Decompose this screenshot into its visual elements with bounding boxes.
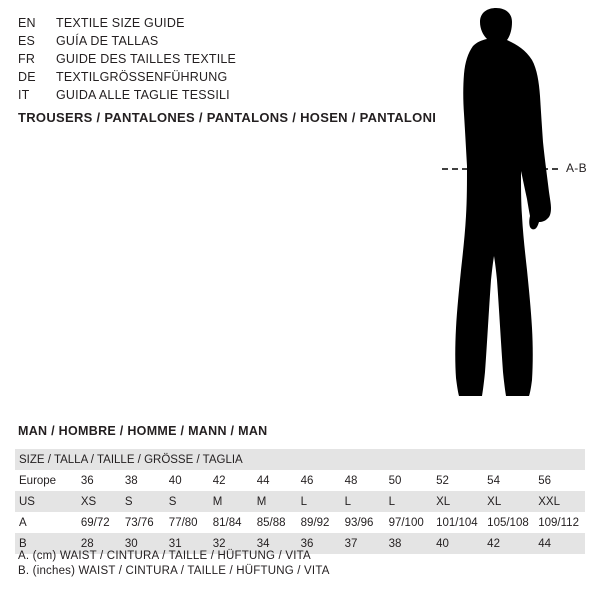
row-label: US bbox=[15, 491, 77, 512]
table-cell: 93/96 bbox=[344, 516, 374, 529]
table-cell: 40 bbox=[432, 533, 483, 554]
table-cell: 69/72 bbox=[80, 516, 110, 529]
table-cell: 77/80 bbox=[168, 516, 198, 529]
section-title: TROUSERS / PANTALONES / PANTALONS / HOSEN / PANTALONI bbox=[18, 110, 437, 125]
table-cell: L bbox=[297, 491, 341, 512]
table-cell: 44 bbox=[256, 474, 270, 487]
language-title: GUIDE DES TAILLES TEXTILE bbox=[56, 52, 237, 66]
language-title: TEXTILGRÖSSENFÜHRUNG bbox=[56, 70, 228, 84]
table-cell: 109/112 bbox=[538, 516, 579, 529]
table-cell: 101/104 bbox=[436, 516, 478, 529]
language-code: ES bbox=[18, 34, 36, 48]
table-cell: 50 bbox=[388, 474, 402, 487]
table-cell: L bbox=[385, 491, 433, 512]
table-cell: 54 bbox=[487, 474, 500, 487]
table-cell: S bbox=[165, 491, 209, 512]
language-code: DE bbox=[18, 70, 36, 84]
table-cell: 52 bbox=[436, 474, 449, 487]
table-cell: 31 bbox=[165, 533, 209, 554]
size-table bbox=[15, 449, 585, 554]
footnote-a: A. (cm) WAIST / CINTURA / TAILLE / HÜFTUNG / VITA bbox=[18, 550, 311, 562]
table-cell: M bbox=[209, 491, 253, 512]
table-cell: L bbox=[341, 491, 385, 512]
language-title: GUÍA DE TALLAS bbox=[56, 34, 159, 48]
table-cell: 105/108 bbox=[487, 516, 529, 529]
table-cell: 36 bbox=[80, 474, 94, 487]
language-row bbox=[18, 86, 388, 104]
table-cell: 38 bbox=[124, 474, 138, 487]
table-cell: 89/92 bbox=[300, 516, 330, 529]
table-cell: 36 bbox=[297, 533, 341, 554]
table-row bbox=[15, 491, 585, 512]
table-row bbox=[15, 470, 585, 491]
table-cell: 48 bbox=[344, 474, 358, 487]
table-cell: 40 bbox=[168, 474, 182, 487]
table-cell: 28 bbox=[77, 533, 121, 554]
table-cell: 81/84 bbox=[212, 516, 242, 529]
language-row bbox=[18, 14, 388, 32]
table-cell: 44 bbox=[534, 533, 585, 554]
language-list bbox=[18, 14, 388, 104]
language-code: FR bbox=[18, 52, 36, 66]
language-row bbox=[18, 68, 388, 86]
language-title: TEXTILE SIZE GUIDE bbox=[56, 16, 185, 30]
table-cell: S bbox=[121, 491, 165, 512]
table-cell: 38 bbox=[385, 533, 433, 554]
table-cell: 85/88 bbox=[256, 516, 286, 529]
table-cell: 34 bbox=[253, 533, 297, 554]
language-title: GUIDA ALLE TAGLIE TESSILI bbox=[56, 88, 230, 102]
table-cell: XL bbox=[483, 491, 534, 512]
table-cell: M bbox=[253, 491, 297, 512]
table-cell: 42 bbox=[483, 533, 534, 554]
language-row bbox=[18, 50, 388, 68]
table-cell: 73/76 bbox=[124, 516, 154, 529]
table-cell: XS bbox=[77, 491, 121, 512]
table-cell: XL bbox=[432, 491, 483, 512]
table-cell: XXL bbox=[534, 491, 585, 512]
language-code: IT bbox=[18, 88, 30, 102]
table-title: MAN / HOMBRE / HOMME / MANN / MAN bbox=[18, 424, 268, 438]
table-cell: 46 bbox=[300, 474, 314, 487]
row-label: B bbox=[15, 533, 77, 554]
table-cell: 42 bbox=[212, 474, 226, 487]
figure-illustration bbox=[408, 8, 598, 408]
table-cell: 30 bbox=[121, 533, 165, 554]
language-row bbox=[18, 32, 388, 50]
table-row bbox=[15, 512, 585, 533]
measure-label-a-b: A-B bbox=[566, 161, 587, 175]
footnote-b: B. (inches) WAIST / CINTURA / TAILLE / HÜFTUNG / VITA bbox=[18, 565, 330, 577]
table-cell: 97/100 bbox=[388, 516, 424, 529]
language-code: EN bbox=[18, 16, 36, 30]
man-silhouette-icon bbox=[408, 8, 598, 408]
row-label: Europe bbox=[19, 474, 57, 487]
table-row bbox=[15, 449, 585, 470]
table-cell: 32 bbox=[209, 533, 253, 554]
table-cell: 37 bbox=[341, 533, 385, 554]
row-label: A bbox=[19, 516, 27, 529]
row-label: SIZE / TALLA / TAILLE / GRÖSSE / TAGLIA bbox=[15, 449, 585, 470]
table-cell: 56 bbox=[538, 474, 552, 487]
footnotes bbox=[18, 549, 330, 579]
